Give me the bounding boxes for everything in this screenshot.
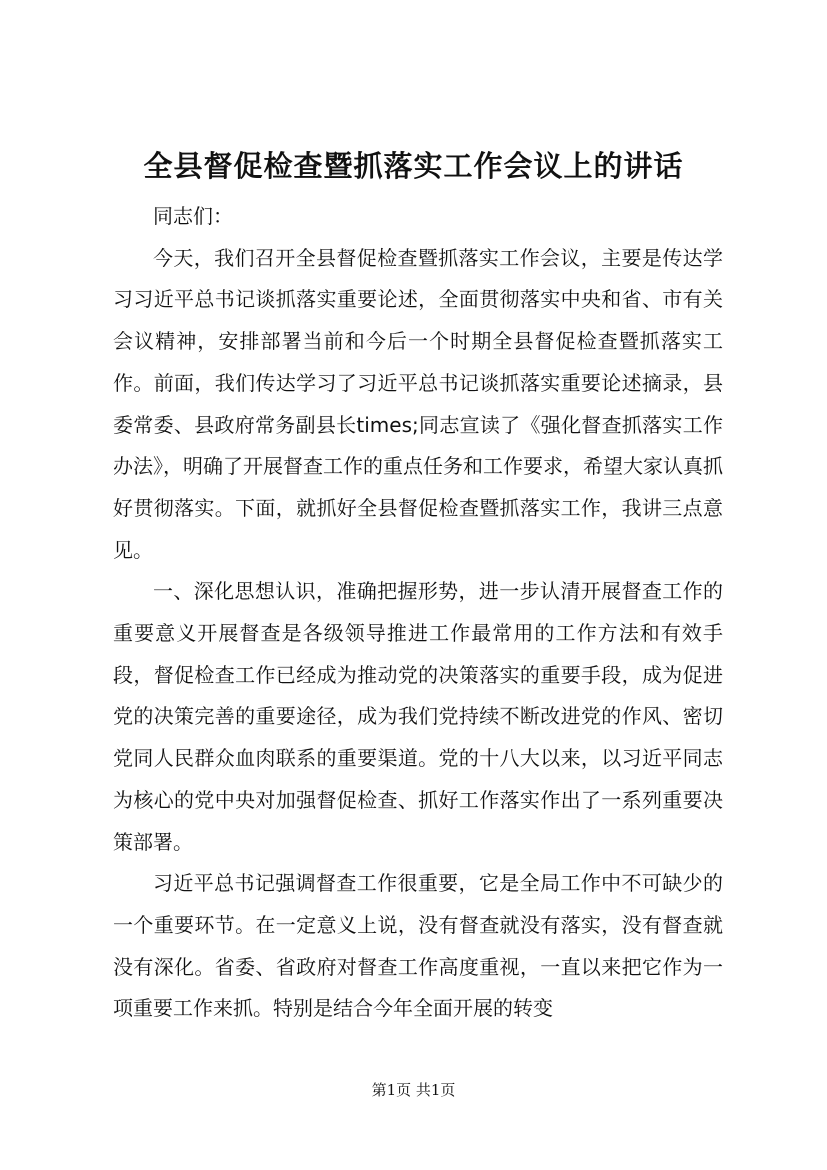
document-title: 全县督促检查暨抓落实工作会议上的讲话 <box>143 149 684 183</box>
paragraph-section-one-cont: 习近平总书记强调督查工作很重要，它是全局工作中不可缺少的一个重要环节。在一定意义上说，没有督查就没有落实，没有督查就没有深化。省委、省政府对督查工作高度重视，一直以来把它作为一项重要工作来抓。特别是结合今年全面开展的转变 <box>113 871 723 1021</box>
paragraph-intro: 今天，我们召开全县督促检查暨抓落实工作会议，主要是传达学习习近平总书记谈抓落实重要论述，全面贯彻落实中央和省、市有关会议精神，安排部署当前和今后一个时期全县督促检查暨抓落实工作。前面，我们传达学习了习近平总书记谈抓落实重要论述摘录，县委常委、县政府常务副县长times;同志宣读了《强化督查抓落实工作办法》，明确了开展督查工作的重点任务和工作要求，希望大家认真抓好贯彻落实。下面，就抓好全县督促检查暨抓落实工作，我讲三点意见。 <box>113 245 723 562</box>
salutation: 同志们： <box>153 204 233 228</box>
document-body <box>113 196 723 1030</box>
paragraph-section-one: 一、深化思想认识，准确把握形势，进一步认清开展督查工作的重要意义开展督查是各级领导推进工作最常用的工作方法和有效手段，督促检查工作已经成为推动党的决策落实的重要手段，成为促进党的决策完善的重要途径，成为我们党持续不断改进党的作风、密切党同人民群众血肉联系的重要渠道。党的十八大以来，以习近平同志为核心的党中央对加强督促检查、抓好工作落实作出了一系列重要决策部署。 <box>113 579 723 854</box>
page-footer: 第1页 共1页 <box>371 1081 456 1099</box>
